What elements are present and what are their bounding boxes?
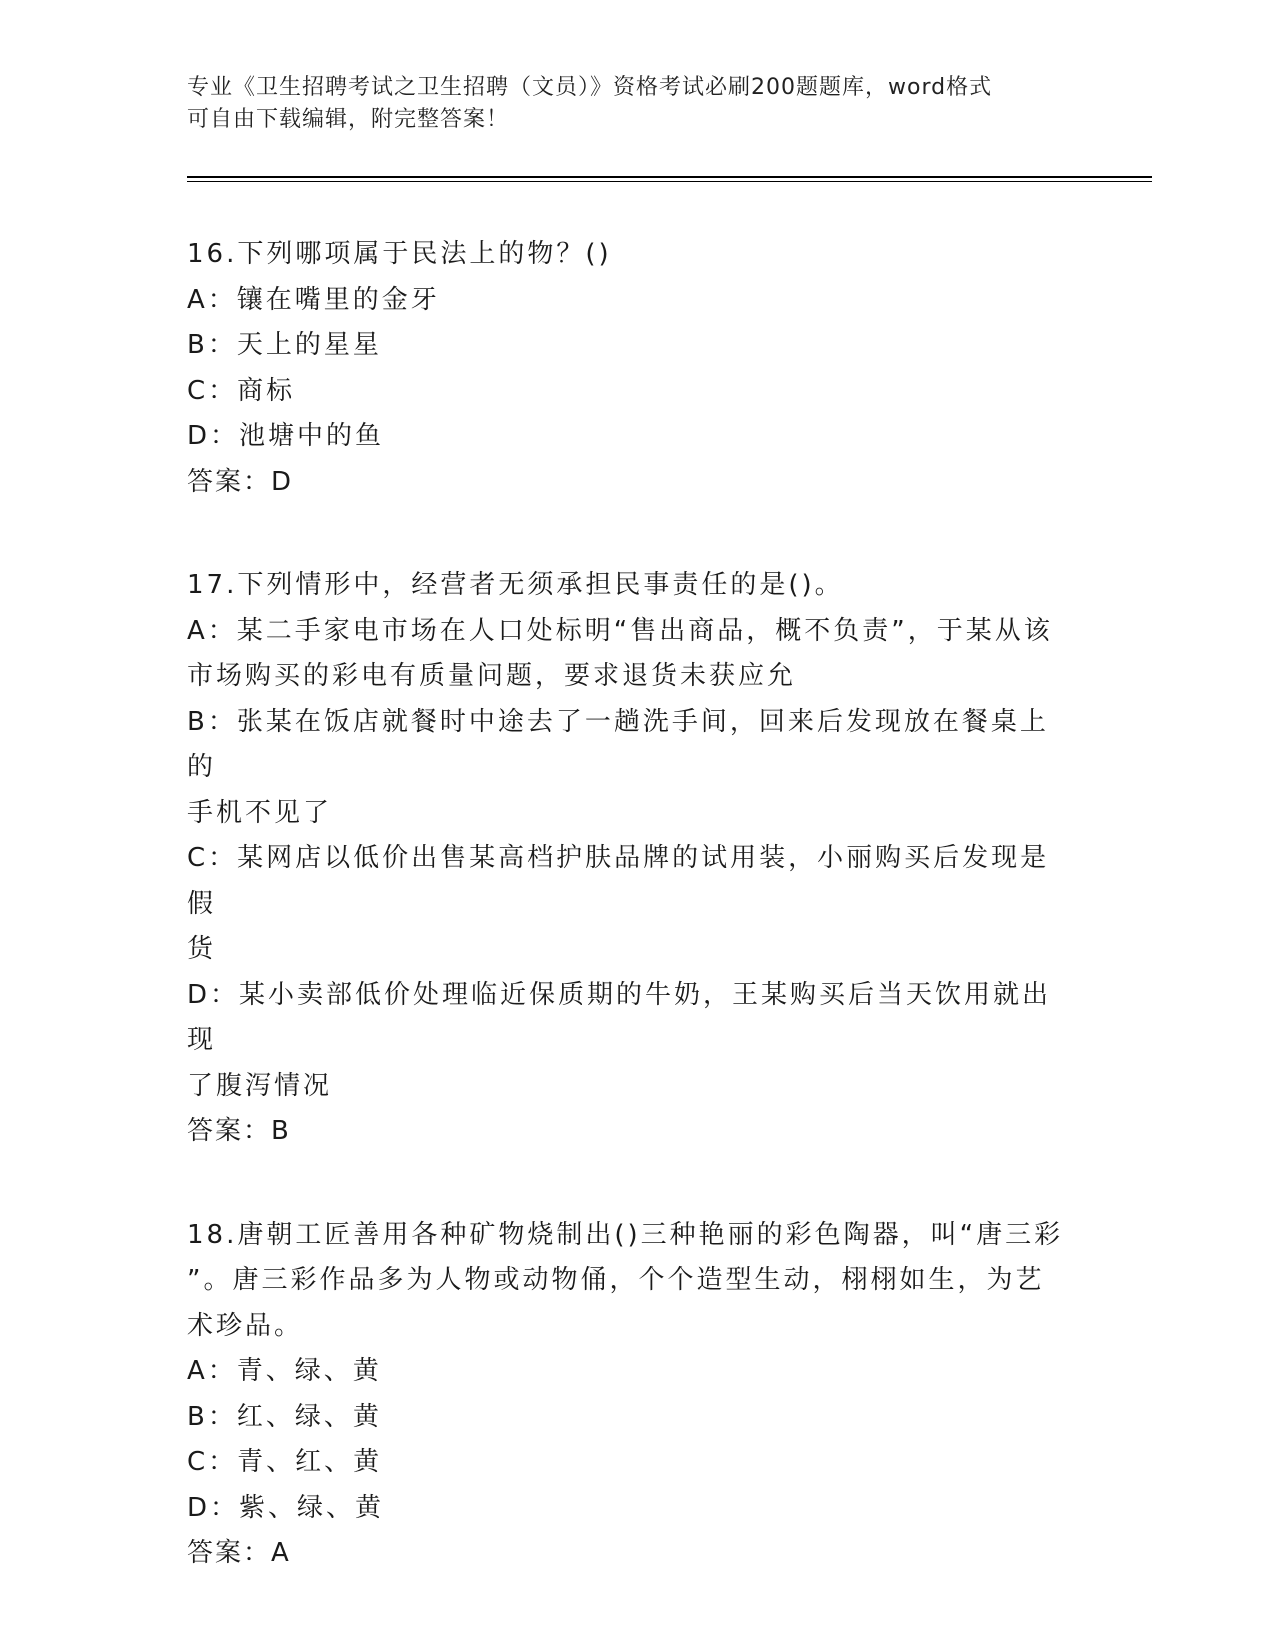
option-b: B：天上的星星 (187, 330, 382, 360)
answer (187, 1531, 1067, 1577)
question-stem: 17.下列情形中，经营者无须承担民事责任的是()。 (187, 570, 844, 600)
option-c: C：某网店以低价出售某高档护肤品牌的试用装，小丽购买后发现是假 (187, 843, 1050, 919)
answer-label: 答案： (187, 466, 272, 497)
answer-value: A (271, 1538, 291, 1568)
document-header (187, 72, 1067, 136)
option-a: A：某二手家电市场在人口处标明“售出商品，概不负责”，于某从该 (187, 615, 1053, 646)
question-18 (187, 1213, 1067, 1577)
option-b-continued: 手机不见了 (187, 797, 333, 828)
header-line-1: 专业《卫生招聘考试之卫生招聘（文员）》资格考试必刷200题题库，word格式 (187, 75, 993, 100)
option-a: A：青、绿、黄 (187, 1356, 382, 1386)
option-d: D：池塘中的鱼 (187, 421, 385, 451)
option-b: B：张某在饭店就餐时中途去了一趟洗手间，回来后发现放在餐桌上的 (187, 706, 1049, 782)
option-c: C：商标 (187, 375, 296, 406)
question-stem-continued: ”。唐三彩作品多为人物或动物俑，个个造型生动，栩栩如生，为艺 (187, 1265, 1045, 1295)
answer (187, 1109, 1067, 1155)
question-stem: 18.唐朝工匠善用各种矿物烧制出()三种艳丽的彩色陶器，叫“唐三彩 (187, 1219, 1064, 1250)
option-c-continued: 货 (187, 934, 217, 964)
option-a: A：镶在嘴里的金牙 (187, 284, 440, 315)
option-d: D：某小卖部低价处理临近保质期的牛奶，王某购买后当天饮用就出现 (187, 979, 1052, 1055)
header-rule-thick (187, 176, 1152, 178)
option-d: D：紫、绿、黄 (187, 1492, 385, 1523)
question-17 (187, 563, 1067, 1155)
answer-value: D (271, 466, 294, 497)
option-b: B：红、绿、黄 (187, 1401, 382, 1432)
header-line-2: 可自由下载编辑，附完整答案！ (187, 107, 510, 132)
question-stem-continued: 术珍品。 (187, 1310, 304, 1341)
option-d-continued: 了腹泻情况 (187, 1070, 333, 1101)
option-a-continued: 市场购买的彩电有质量问题，要求退货未获应允 (187, 661, 797, 691)
header-rule-thin (187, 181, 1152, 182)
question-list (187, 232, 1067, 1635)
question-stem: 16.下列哪项属于民法上的物？() (187, 239, 612, 269)
option-c: C：青、红、黄 (187, 1447, 383, 1477)
answer (187, 460, 1067, 506)
answer-label: 答案： (187, 1538, 272, 1568)
question-16 (187, 232, 1067, 505)
answer-label: 答案： (187, 1116, 272, 1146)
answer-value: B (271, 1116, 291, 1146)
